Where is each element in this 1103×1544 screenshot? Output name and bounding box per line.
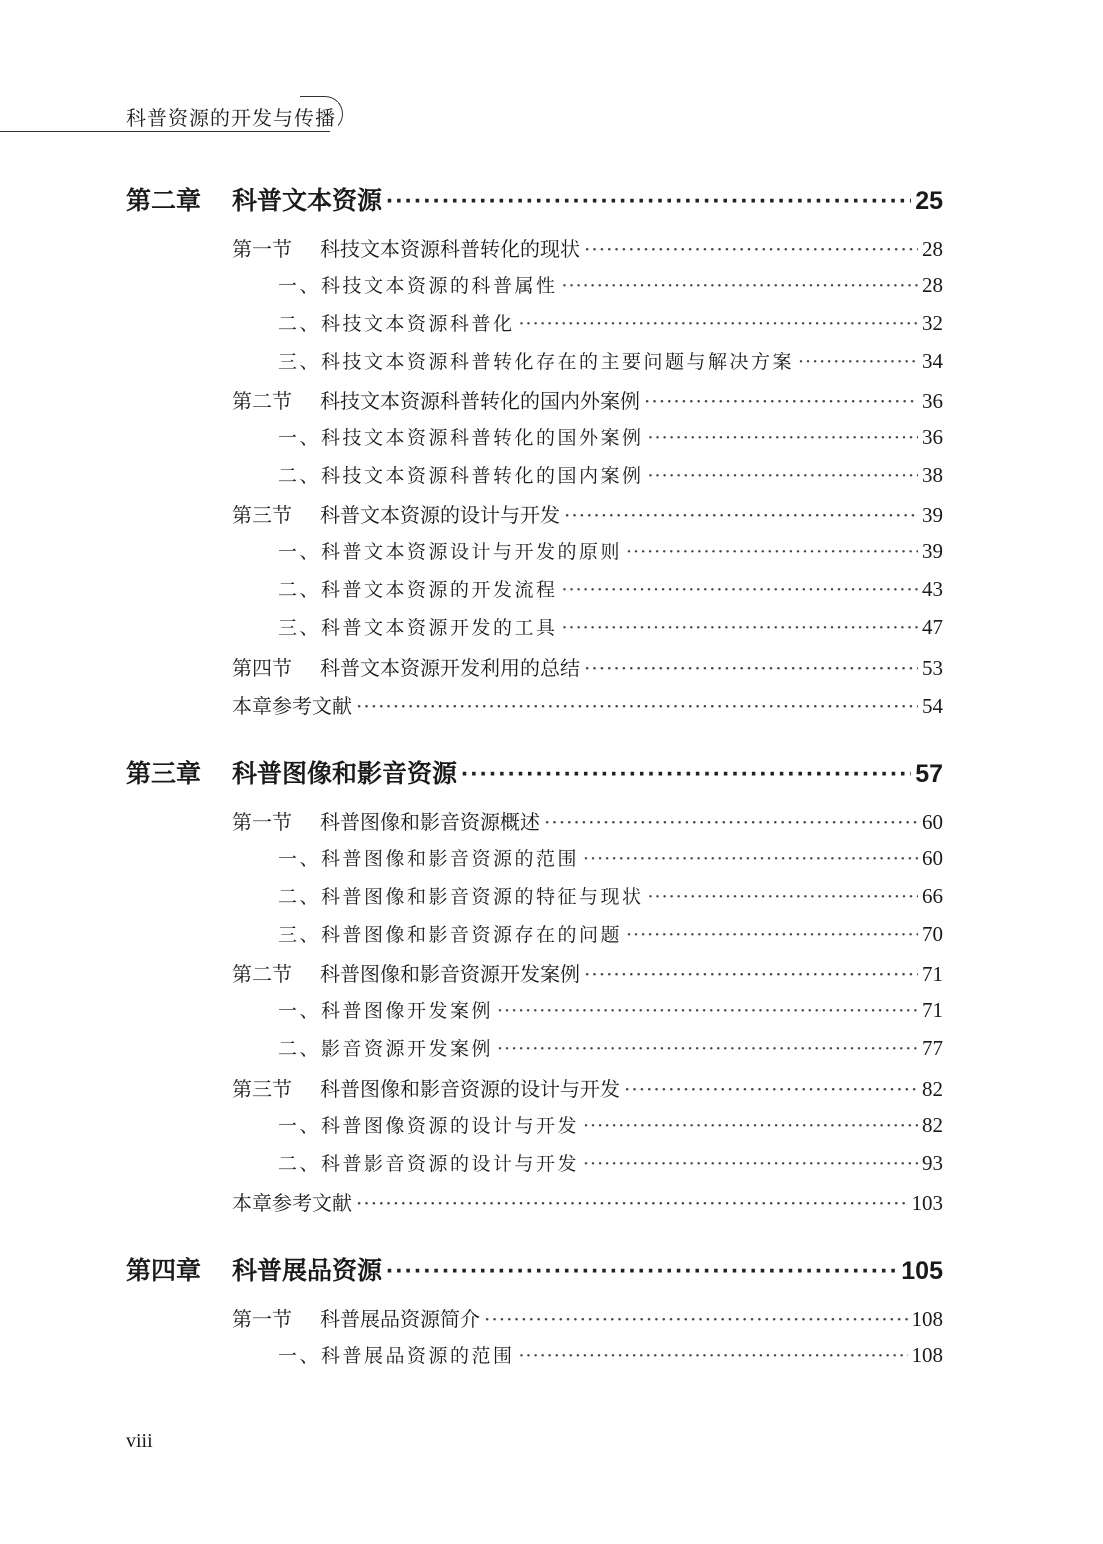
toc-chapter-title: 科普文本资源 xyxy=(232,187,383,215)
toc-section-title: 本章参考文献 xyxy=(232,694,352,718)
toc-sub-row xyxy=(278,1034,943,1061)
toc-chapter-title: 科普图像和影音资源 xyxy=(232,760,458,788)
dot-leader xyxy=(626,924,918,946)
toc-section-title: 科普图像和影音资源开发案例 xyxy=(320,962,580,986)
toc-section-title: 本章参考文献 xyxy=(232,1191,352,1215)
toc-section-number: 第一节 xyxy=(232,237,292,261)
toc-sub-title: 一、科普图像资源的设计与开发 xyxy=(278,1115,580,1137)
toc-section-title: 科技文本资源科普转化的国内外案例 xyxy=(320,389,640,413)
toc-section-number: 第一节 xyxy=(232,1307,292,1331)
toc-sub-row xyxy=(278,309,943,336)
toc-sub-title: 一、科普文本资源设计与开发的原则 xyxy=(278,541,623,563)
toc-section-title: 科普文本资源开发利用的总结 xyxy=(320,656,580,680)
toc-section-row xyxy=(232,233,943,262)
toc-page-number: 47 xyxy=(922,615,943,639)
dot-leader xyxy=(583,1153,918,1175)
toc-section-row xyxy=(232,690,943,719)
toc-section-row xyxy=(232,806,943,835)
dot-leader xyxy=(519,1345,908,1367)
book-title: 科普资源的开发与传播 xyxy=(126,102,338,131)
toc-sub-title: 二、科技文本资源科普转化的国内案例 xyxy=(278,465,644,487)
toc-sub-row xyxy=(278,844,943,871)
toc-page-number: 108 xyxy=(911,1307,943,1331)
toc-section-title: 科普图像和影音资源概述 xyxy=(320,810,540,834)
toc-sub-row xyxy=(278,271,943,298)
toc-section-title: 科普展品资源简介 xyxy=(320,1307,480,1331)
dot-leader xyxy=(484,1307,908,1331)
toc-page-number: 71 xyxy=(922,998,943,1022)
toc-chapter-number: 第二章 xyxy=(126,187,202,215)
toc-section-number: 第一节 xyxy=(232,810,292,834)
toc-page-number: 66 xyxy=(922,884,943,908)
toc-page-number: 28 xyxy=(922,237,943,261)
toc-section-number: 第三节 xyxy=(232,1077,292,1101)
dot-leader xyxy=(497,1000,918,1022)
toc-section-row xyxy=(232,1073,943,1102)
toc-sub-row xyxy=(278,575,943,602)
toc-sub-row xyxy=(278,461,943,488)
toc-chapter-title: 科普展品资源 xyxy=(232,1257,383,1285)
toc-sub-title: 一、科技文本资源的科普属性 xyxy=(278,275,558,297)
toc-section-title: 科普文本资源的设计与开发 xyxy=(320,503,560,527)
toc-page-number: 57 xyxy=(915,760,943,788)
dot-leader xyxy=(356,694,918,718)
toc-sub-title: 三、科技文本资源科普转化存在的主要问题与解决方案 xyxy=(278,351,795,373)
toc-sub-title: 一、科普展品资源的范围 xyxy=(278,1345,515,1367)
toc-section-number: 第二节 xyxy=(232,962,292,986)
dot-leader xyxy=(519,313,918,335)
dot-leader xyxy=(564,503,918,527)
toc-page-number: 53 xyxy=(922,656,943,680)
toc-section-row xyxy=(232,1187,943,1216)
toc-section-row xyxy=(232,958,943,987)
toc-sub-title: 二、科普影音资源的设计与开发 xyxy=(278,1153,580,1175)
toc-sub-title: 三、科普图像和影音资源存在的问题 xyxy=(278,924,623,946)
toc-page-number: 25 xyxy=(915,187,943,215)
toc-sub-row xyxy=(278,423,943,450)
toc-section-row xyxy=(232,1303,943,1332)
toc-sub-row xyxy=(278,537,943,564)
dot-leader xyxy=(386,1257,897,1286)
toc-sub-title: 二、科普图像和影音资源的特征与现状 xyxy=(278,886,644,908)
toc-page-number: 39 xyxy=(922,503,943,527)
toc-sub-row xyxy=(278,347,943,374)
toc-chapter-number: 第四章 xyxy=(126,1257,202,1285)
toc-sub-row xyxy=(278,1111,943,1138)
toc-page-number: 36 xyxy=(922,425,943,449)
dot-leader xyxy=(583,848,918,870)
dot-leader xyxy=(648,465,918,487)
toc-page-number: 108 xyxy=(911,1343,943,1367)
dot-leader xyxy=(798,351,918,373)
dot-leader xyxy=(562,617,918,639)
toc-sub-row xyxy=(278,996,943,1023)
dot-leader xyxy=(497,1038,918,1060)
toc-sub-title: 二、影音资源开发案例 xyxy=(278,1038,494,1060)
toc-section-row xyxy=(232,499,943,528)
toc-sub-title: 三、科普文本资源开发的工具 xyxy=(278,617,558,639)
dot-leader xyxy=(584,237,918,261)
dot-leader xyxy=(562,579,918,601)
toc-section-title: 科普图像和影音资源的设计与开发 xyxy=(320,1077,620,1101)
toc-page-number: 60 xyxy=(922,846,943,870)
toc-sub-title: 一、科技文本资源科普转化的国外案例 xyxy=(278,427,644,449)
toc-section-row xyxy=(232,652,943,681)
toc-page-number: 60 xyxy=(922,810,943,834)
dot-leader xyxy=(644,389,918,413)
toc-chapter-number: 第三章 xyxy=(126,760,202,788)
toc-sub-row xyxy=(278,613,943,640)
dot-leader xyxy=(626,541,918,563)
dot-leader xyxy=(562,275,918,297)
toc-sub-row xyxy=(278,920,943,947)
dot-leader xyxy=(544,810,918,834)
toc-page-number: 77 xyxy=(922,1036,943,1060)
dot-leader xyxy=(386,187,911,216)
toc-page-number: 36 xyxy=(922,389,943,413)
dot-leader xyxy=(584,962,918,986)
toc-sub-title: 一、科普图像开发案例 xyxy=(278,1000,494,1022)
dot-leader xyxy=(648,427,918,449)
toc-page-number: 39 xyxy=(922,539,943,563)
toc-section-row xyxy=(232,385,943,414)
toc-section-number: 第二节 xyxy=(232,389,292,413)
toc-sub-title: 二、科技文本资源科普化 xyxy=(278,313,515,335)
toc-chapter-row xyxy=(126,754,943,790)
toc-page-number: 32 xyxy=(922,311,943,335)
toc-sub-title: 一、科普图像和影音资源的范围 xyxy=(278,848,580,870)
dot-leader xyxy=(583,1115,918,1137)
toc-page-number: 93 xyxy=(922,1151,943,1175)
dot-leader xyxy=(356,1191,908,1215)
toc-page-number: 43 xyxy=(922,577,943,601)
toc-page-number: 54 xyxy=(922,694,943,718)
toc-section-number: 第四节 xyxy=(232,656,292,680)
toc-sub-row xyxy=(278,1341,943,1368)
page-folio: viii xyxy=(126,1430,153,1452)
toc-chapter-row xyxy=(126,181,943,217)
toc-page-number: 82 xyxy=(922,1077,943,1101)
dot-leader xyxy=(624,1077,918,1101)
toc-page-number: 105 xyxy=(901,1257,943,1285)
toc-section-title: 科技文本资源科普转化的现状 xyxy=(320,237,580,261)
dot-leader xyxy=(461,760,911,789)
dot-leader xyxy=(584,656,918,680)
toc-sub-row xyxy=(278,882,943,909)
toc-section-number: 第三节 xyxy=(232,503,292,527)
running-header xyxy=(0,96,346,136)
toc-page-number: 34 xyxy=(922,349,943,373)
toc-page-number: 28 xyxy=(922,273,943,297)
toc-page-number: 82 xyxy=(922,1113,943,1137)
toc-page-number: 70 xyxy=(922,922,943,946)
toc-page-number: 103 xyxy=(911,1191,943,1215)
toc-page-number: 38 xyxy=(922,463,943,487)
toc-sub-title: 二、科普文本资源的开发流程 xyxy=(278,579,558,601)
toc-sub-row xyxy=(278,1149,943,1176)
toc-chapter-row xyxy=(126,1251,943,1287)
dot-leader xyxy=(648,886,918,908)
toc-page-number: 71 xyxy=(922,962,943,986)
